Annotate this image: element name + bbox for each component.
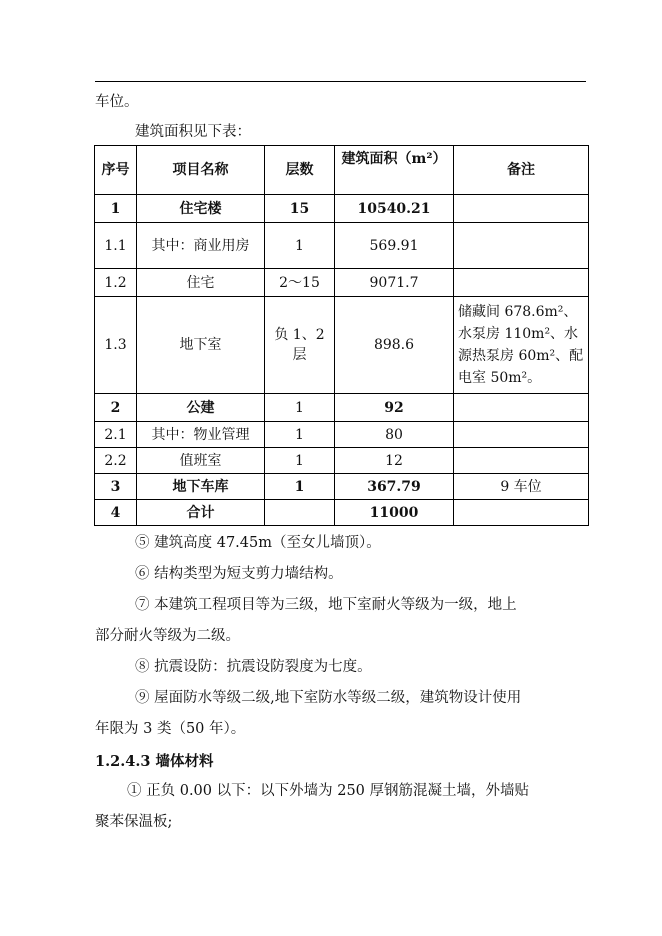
cell-area: 80 [335,422,454,448]
table-header-row [95,146,589,195]
table-row [95,422,589,448]
table-row [95,297,589,394]
table-row [95,448,589,474]
cell-name: 其中：商业用房 [137,223,265,269]
cell-no: 2 [95,394,137,422]
cell-area: 10540.21 [335,195,454,223]
cell-note [454,448,589,474]
cell-area: 12 [335,448,454,474]
cell-floors: 1 [265,422,335,448]
cell-note [454,394,589,422]
paragraph-seismic: ⑧ 抗震设防：抗震设防裂度为七度。 [135,659,372,675]
paragraph-waterproof-line2: 年限为 3 类（50 年）。 [95,721,246,737]
header-note: 备注 [454,146,589,195]
cell-name: 其中：物业管理 [137,422,265,448]
cell-name: 住宅楼 [137,195,265,223]
cell-note: 储藏间 678.6m²、水泵房 110m²、水源热泵房 60m²、配电室 50m²。 [454,297,589,394]
cell-no: 4 [95,500,137,526]
paragraph-fire-line1: ⑦ 本建筑工程项目等为三级，地下室耐火等级为一级，地上 [135,597,517,613]
paragraph-fire-line2: 部分耐火等级为二级。 [95,628,240,644]
paragraph-structure: ⑥ 结构类型为短支剪力墙结构。 [135,566,343,582]
cell-note [454,223,589,269]
intro-line: 车位。 [95,94,139,110]
table-row [95,394,589,422]
cell-name: 合计 [137,500,265,526]
paragraph-height: ⑤ 建筑高度 47.45m（至女儿墙顶）。 [135,535,381,551]
cell-no: 2.1 [95,422,137,448]
cell-area: 9071.7 [335,269,454,297]
paragraph-waterproof-line1: ⑨ 屋面防水等级二级,地下室防水等级二级，建筑物设计使用 [135,690,522,706]
cell-no: 1.1 [95,223,137,269]
cell-floors: 1 [265,394,335,422]
cell-area: 898.6 [335,297,454,394]
table-row [95,223,589,269]
header-no: 序号 [95,146,137,195]
cell-note: 9 车位 [454,474,589,500]
cell-no: 1 [95,195,137,223]
table-caption: 建筑面积见下表： [135,124,251,140]
header-floors: 层数 [265,146,335,195]
cell-floors: 15 [265,195,335,223]
cell-floors: 1 [265,223,335,269]
section-heading: 1.2.4.3 墙体材料 [95,753,214,770]
building-area-table [94,145,589,526]
header-name: 项目名称 [137,146,265,195]
cell-name: 地下车库 [137,474,265,500]
table-row [95,474,589,500]
cell-floors: 1 [265,474,335,500]
cell-floors: 负 1、2 层 [265,297,335,394]
cell-no: 1.3 [95,297,137,394]
cell-note [454,269,589,297]
cell-name: 公建 [137,394,265,422]
table-row [95,269,589,297]
table-row [95,500,589,526]
cell-no: 1.2 [95,269,137,297]
cell-no: 2.2 [95,448,137,474]
cell-area: 11000 [335,500,454,526]
header-rule [95,81,586,82]
cell-name: 值班室 [137,448,265,474]
cell-name: 地下室 [137,297,265,394]
cell-area: 569.91 [335,223,454,269]
cell-note [454,500,589,526]
wall-item-line1: ① 正负 0.00 以下：以下外墙为 250 厚钢筋混凝土墙，外墙贴 [127,783,530,799]
table-row [95,195,589,223]
wall-item-line2: 聚苯保温板; [95,814,173,830]
cell-note [454,195,589,223]
cell-area: 92 [335,394,454,422]
header-area: 建筑面积（m²） [335,146,454,195]
cell-floors: 2～15 [265,269,335,297]
cell-floors: 1 [265,448,335,474]
cell-no: 3 [95,474,137,500]
cell-note [454,422,589,448]
cell-name: 住宅 [137,269,265,297]
cell-floors [265,500,335,526]
cell-area: 367.79 [335,474,454,500]
